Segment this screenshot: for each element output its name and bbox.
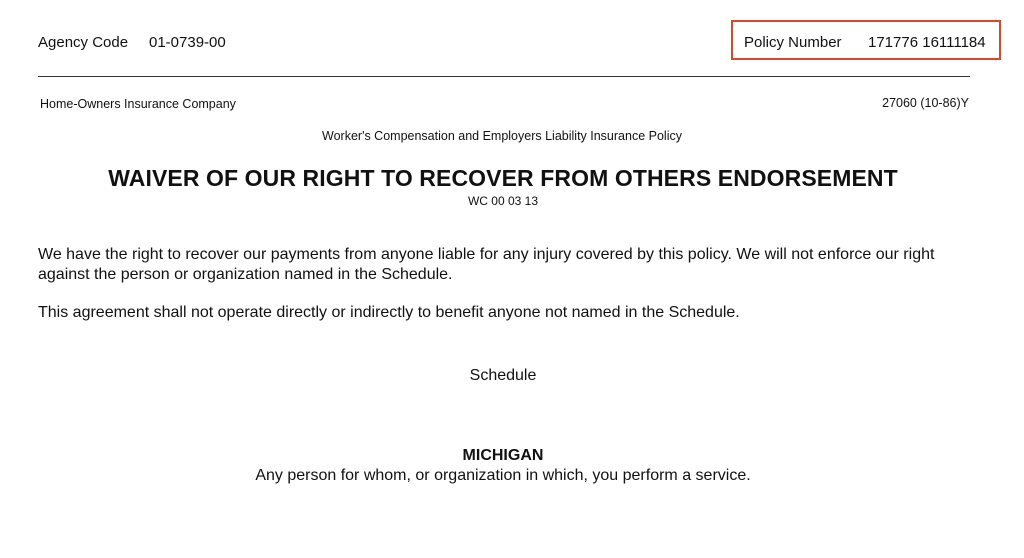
schedule-heading: Schedule (469, 367, 537, 384)
policy-number-label: Policy Number (744, 34, 842, 51)
paragraph-recovery-rights: We have the right to recover our payments from anyone liable for any injury covered by this policy. We will not enforce our right against the person or organization named in the Schedule. (38, 246, 935, 283)
schedule-state: MICHIGAN (462, 447, 544, 464)
form-id: WC 00 03 13 (467, 194, 539, 208)
header-divider (38, 76, 970, 77)
document-title: WAIVER OF OUR RIGHT TO RECOVER FROM OTHERS ENDORSEMENT (108, 165, 898, 191)
policy-number-value: 171776 16111184 (868, 34, 986, 51)
form-code: 27060 (10-86)Y (882, 96, 969, 110)
agency-code-label: Agency Code (38, 34, 129, 51)
schedule-description: Any person for whom, or organization in which, you perform a service. (255, 467, 751, 484)
paragraph-agreement-scope: This agreement shall not operate directly or indirectly to benefit anyone not named in the Schedule. (38, 304, 740, 321)
policy-type: Worker's Compensation and Employers Liability Insurance Policy (322, 129, 682, 143)
agency-code-value: 01-0739-00 (149, 34, 226, 51)
company-name: Home-Owners Insurance Company (40, 97, 236, 111)
